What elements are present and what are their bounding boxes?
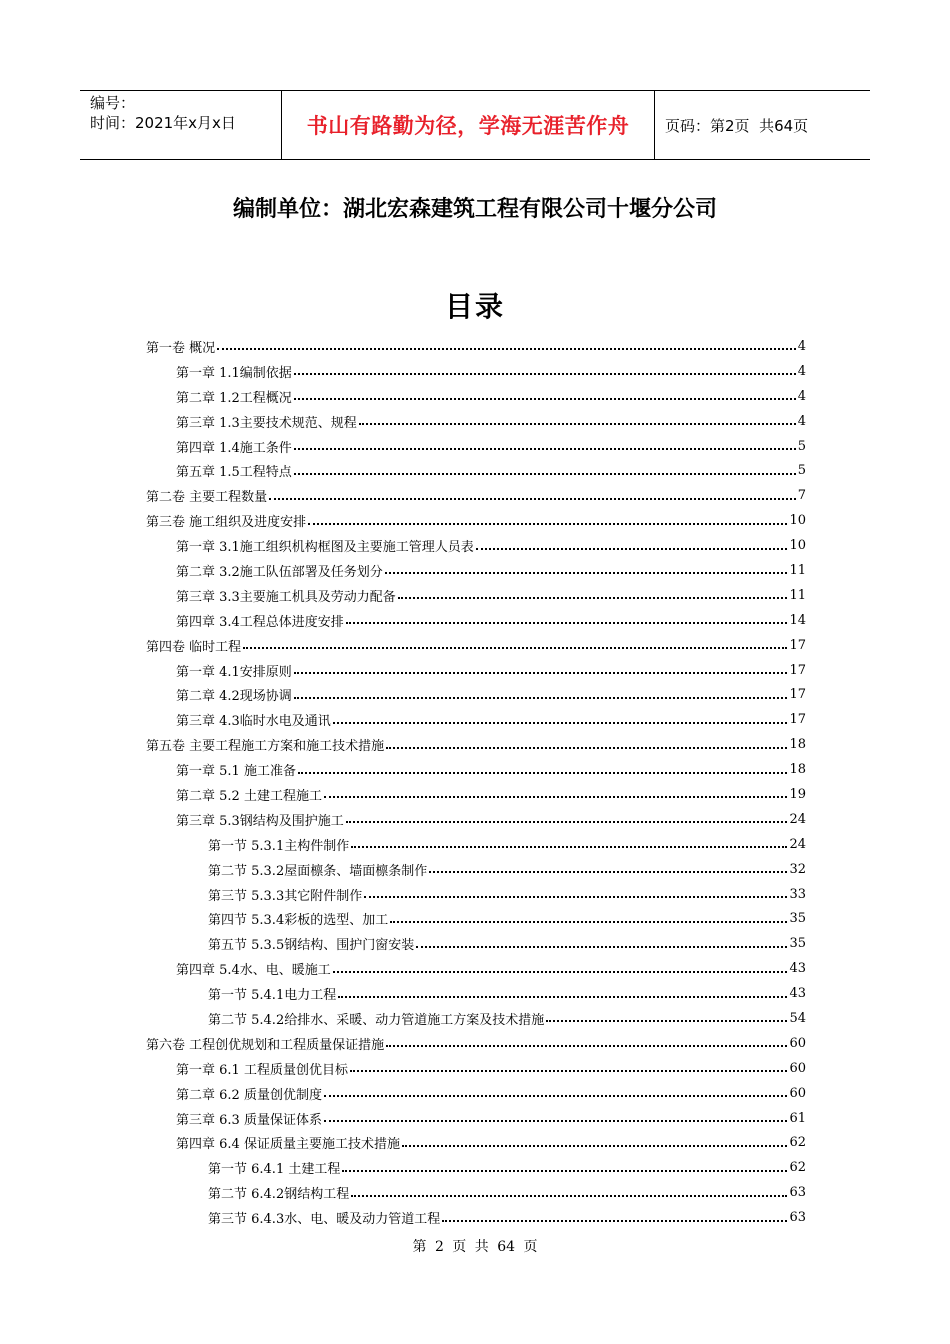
toc-entry[interactable] [146,807,806,832]
toc-entry-page: 17 [789,662,806,678]
toc-entry-title: 第二章 6.2 质量创优制度 [176,1087,322,1103]
toc-dot-leader [364,884,787,898]
toc-entry-title: 第三节 5.3.3其它附件制作 [208,888,363,904]
toc-entry-page: 14 [789,612,806,628]
toc-dot-leader [351,834,787,848]
toc-entry-title: 第二章 3.2施工队伍部署及任务划分 [176,564,383,580]
toc-dot-leader [385,560,788,574]
toc-dot-leader [324,1108,788,1122]
toc-entry[interactable] [146,981,806,1006]
toc-entry[interactable] [146,857,806,882]
toc-entry-page: 32 [789,861,806,877]
toc-entry-page: 4 [797,363,806,379]
table-of-contents [146,334,806,1230]
header-motto: 书山有路勤为径，学海无涯苦作舟 [306,114,630,138]
toc-entry[interactable] [146,1081,806,1106]
toc-entry-page: 17 [789,637,806,653]
toc-entry-title: 第三章 5.3钢结构及围护施工 [176,813,344,829]
toc-entry-title: 第一节 5.4.1电力工程 [208,988,337,1004]
toc-entry[interactable] [146,1006,806,1031]
toc-entry-title: 第二章 1.2工程概况 [176,390,292,406]
toc-dot-leader [338,984,787,998]
toc-dot-leader [546,1008,787,1022]
toc-dot-leader [346,610,788,624]
toc-entry[interactable] [146,508,806,533]
toc-entry-title: 第四节 5.3.4彩板的选型、加工 [208,913,389,929]
header-table [80,90,870,160]
toc-dot-leader [476,536,788,550]
toc-entry-page: 63 [789,1210,806,1226]
toc-dot-leader [402,1133,788,1147]
toc-entry[interactable] [146,757,806,782]
toc-entry-page: 19 [789,786,806,802]
toc-dot-leader [416,934,787,948]
document-number-label: 编号： [90,94,136,112]
toc-entry-page: 10 [789,538,806,554]
toc-entry-page: 11 [789,587,806,603]
toc-entry[interactable] [146,558,806,583]
toc-entry[interactable] [146,1056,806,1081]
toc-entry-page: 10 [789,513,806,529]
document-time-label: 时间：2021年x月x日 [90,114,236,132]
toc-entry[interactable] [146,1131,806,1156]
toc-dot-leader [294,361,796,375]
header-left-cell [80,91,281,159]
toc-entry-page: 5 [797,438,806,454]
toc-dot-leader [324,1083,788,1097]
toc-entry-page: 33 [789,886,806,902]
toc-entry-title: 第三章 4.3临时水电及通讯 [176,714,331,730]
toc-entry-title: 第三节 6.4.3水、电、暖及动力管道工程 [208,1212,441,1228]
toc-entry-page: 18 [789,762,806,778]
toc-entry-page: 60 [789,1035,806,1051]
toc-entry-title: 第三章 3.3主要施工机具及劳动力配备 [176,589,396,605]
toc-entry-title: 第一章 3.1施工组织机构框图及主要施工管理人员表 [176,540,474,556]
header-motto-cell [281,91,655,159]
toc-entry-page: 62 [789,1135,806,1151]
toc-entry[interactable] [146,1205,806,1230]
toc-entry-title: 第一章 4.1安排原则 [176,664,292,680]
toc-dot-leader [346,809,788,823]
toc-dot-leader [294,436,796,450]
toc-dot-leader [342,1158,787,1172]
toc-dot-leader [269,486,796,500]
toc-entry-title: 第五卷 主要工程施工方案和施工技术措施 [146,739,385,755]
toc-dot-leader [333,959,788,973]
toc-entry[interactable] [146,334,806,359]
page-footer: 第 2 页 共 64 页 [412,1239,538,1255]
toc-entry-page: 60 [789,1085,806,1101]
toc-entry[interactable] [146,359,806,384]
toc-entry[interactable] [146,682,806,707]
toc-entry[interactable] [146,882,806,907]
toc-entry-page: 54 [789,1010,806,1026]
toc-entry[interactable] [146,608,806,633]
toc-entry[interactable] [146,782,806,807]
toc-entry-title: 第四章 5.4水、电、暖施工 [176,963,331,979]
toc-entry-page: 43 [789,986,806,1002]
toc-entry[interactable] [146,1180,806,1205]
toc-entry[interactable] [146,434,806,459]
toc-entry[interactable] [146,732,806,757]
toc-entry[interactable] [146,458,806,483]
toc-entry-title: 第二章 4.2现场协调 [176,689,292,705]
toc-entry-page: 17 [789,712,806,728]
toc-dot-leader [333,710,788,724]
toc-entry[interactable] [146,658,806,683]
toc-dot-leader [294,685,788,699]
toc-entry-title: 第二节 5.3.2屋面檩条、墙面檩条制作 [208,863,428,879]
toc-dot-leader [386,735,787,749]
toc-entry-page: 4 [797,338,806,354]
toc-entry-title: 第四章 3.4工程总体进度安排 [176,614,344,630]
toc-entry-title: 第四卷 临时工程 [146,639,242,655]
toc-entry-page: 60 [789,1060,806,1076]
toc-entry-title: 第五章 1.5工程特点 [176,465,292,481]
toc-entry-page: 61 [789,1110,806,1126]
toc-entry-title: 第三卷 施工组织及进度安排 [146,515,307,531]
toc-entry-page: 7 [797,488,806,504]
toc-entry-title: 第二节 6.4.2钢结构工程 [208,1187,350,1203]
toc-dot-leader [217,336,796,350]
toc-dot-leader [298,760,788,774]
toc-dot-leader [294,461,796,475]
toc-dot-leader [442,1208,787,1222]
toc-dot-leader [398,585,788,599]
toc-entry[interactable] [146,483,806,508]
toc-entry-page: 63 [789,1185,806,1201]
toc-entry-title: 第五节 5.3.5钢结构、围护门窗安装 [208,938,415,954]
toc-dot-leader [350,1058,788,1072]
toc-entry[interactable] [146,409,806,434]
toc-entry[interactable] [146,956,806,981]
toc-dot-leader [243,635,787,649]
toc-entry[interactable] [146,583,806,608]
header-page-cell [655,91,870,159]
toc-entry-page: 4 [797,413,806,429]
toc-entry-page: 24 [789,811,806,827]
toc-entry-title: 第一节 5.3.1主构件制作 [208,838,350,854]
toc-entry[interactable] [146,633,806,658]
toc-entry-page: 62 [789,1160,806,1176]
toc-entry[interactable] [146,707,806,732]
toc-entry[interactable] [146,906,806,931]
toc-entry[interactable] [146,384,806,409]
toc-entry-page: 35 [789,911,806,927]
header-page-info: 页码：第2页 共64页 [665,116,809,135]
toc-entry-title: 第一章 6.1 工程质量创优目标 [176,1062,348,1078]
toc-entry[interactable] [146,1031,806,1056]
toc-dot-leader [429,859,787,873]
toc-entry-title: 第六卷 工程创优规划和工程质量保证措施 [146,1037,385,1053]
toc-entry-page: 18 [789,737,806,753]
toc-dot-leader [294,660,788,674]
toc-entry-page: 4 [797,388,806,404]
toc-entry-page: 43 [789,961,806,977]
toc-entry-title: 第四章 6.4 保证质量主要施工技术措施 [176,1137,400,1153]
toc-dot-leader [351,1183,787,1197]
toc-dot-leader [308,511,787,525]
toc-title: 目录 [444,290,505,323]
toc-entry[interactable] [146,832,806,857]
toc-entry-page: 5 [797,463,806,479]
toc-entry-title: 第二节 5.4.2给排水、采暖、动力管道施工方案及技术措施 [208,1012,545,1028]
toc-entry-title: 第一章 1.1编制依据 [176,365,292,381]
toc-entry-page: 17 [789,687,806,703]
organization-title: 编制单位：湖北宏森建筑工程有限公司十堰分公司 [232,197,717,222]
toc-dot-leader [386,1033,787,1047]
toc-entry-title: 第一节 6.4.1 土建工程 [208,1162,341,1178]
toc-dot-leader [324,784,788,798]
toc-dot-leader [294,386,796,400]
toc-dot-leader [359,411,796,425]
toc-entry[interactable] [146,931,806,956]
toc-entry-title: 第二章 5.2 土建工程施工 [176,788,322,804]
toc-entry[interactable] [146,533,806,558]
toc-entry-title: 第三章 1.3主要技术规范、规程 [176,415,357,431]
toc-entry[interactable] [146,1106,806,1131]
toc-dot-leader [390,909,787,923]
toc-entry-title: 第一卷 概况 [146,340,216,356]
toc-entry-title: 第二卷 主要工程数量 [146,490,268,506]
toc-entry-page: 35 [789,936,806,952]
toc-entry-page: 24 [789,836,806,852]
toc-entry-title: 第三章 6.3 质量保证体系 [176,1112,322,1128]
toc-entry-page: 11 [789,562,806,578]
toc-entry-title: 第四章 1.4施工条件 [176,440,292,456]
toc-entry[interactable] [146,1155,806,1180]
toc-entry-title: 第一章 5.1 施工准备 [176,764,296,780]
